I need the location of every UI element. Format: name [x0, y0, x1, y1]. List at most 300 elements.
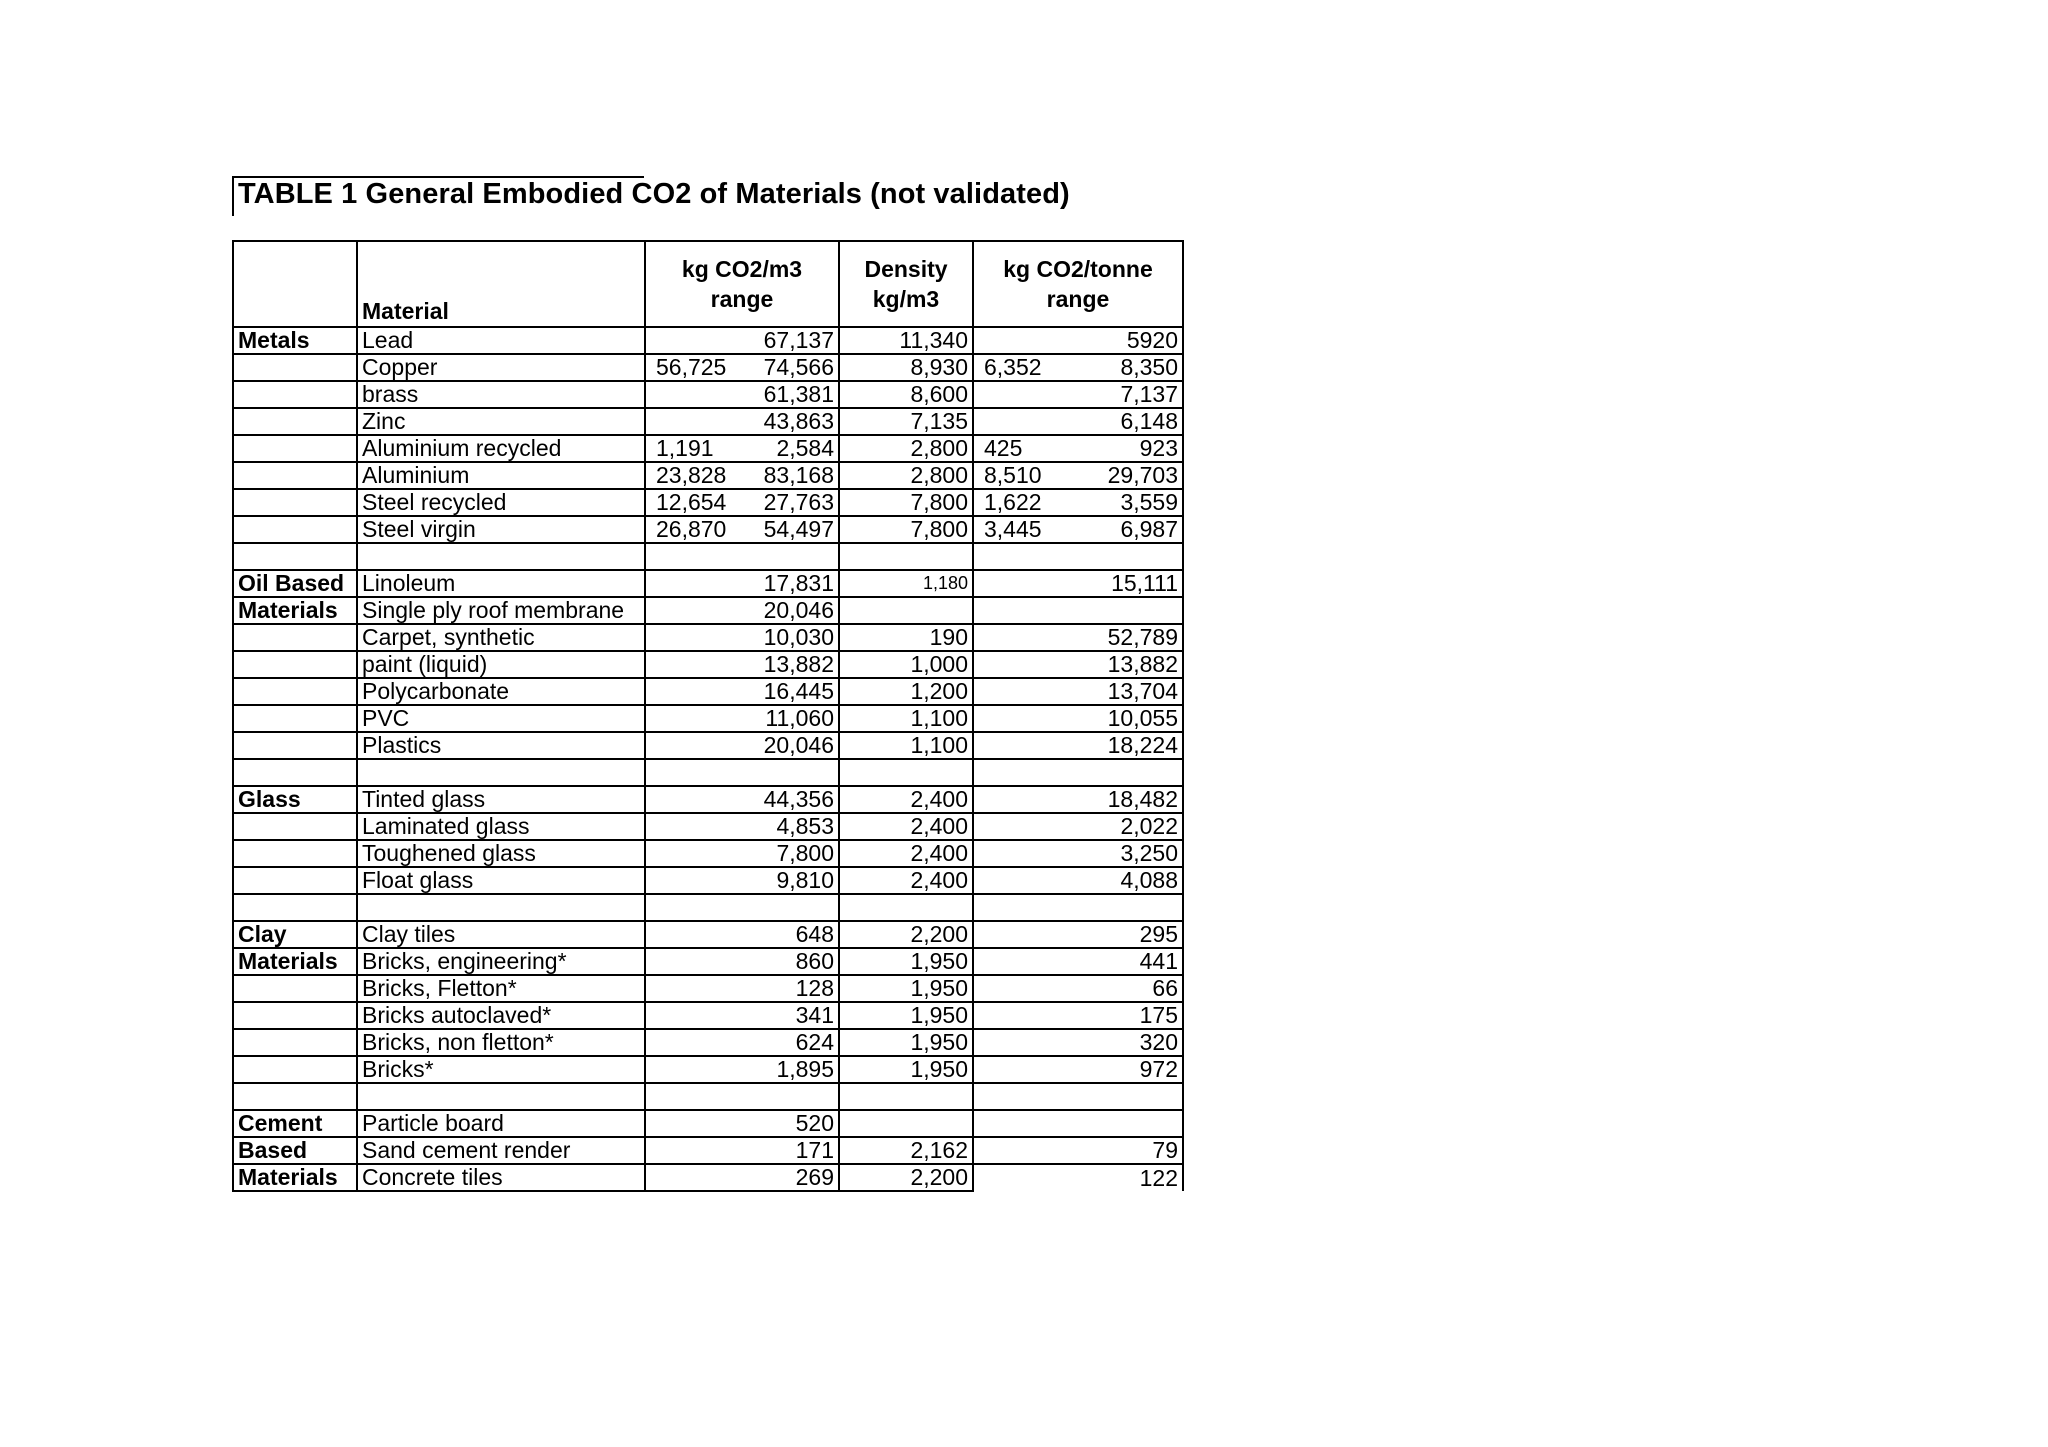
- category-cell: Materials: [233, 948, 357, 975]
- kg-co2-m3-range: [650, 409, 834, 434]
- kg-co2-tonne-high: 441: [1139, 948, 1178, 974]
- kg-co2-m3-range: [650, 679, 834, 704]
- kg-co2-m3-cell: [645, 813, 839, 840]
- table-row: [233, 921, 1183, 948]
- table-header-row: [233, 241, 1183, 327]
- table-row: [233, 570, 1183, 597]
- kg-co2-tonne-high: 7,137: [1120, 381, 1178, 407]
- kg-co2-tonne-high: 3,250: [1120, 840, 1178, 866]
- kg-co2-m3-low: [650, 652, 656, 677]
- table-row: [233, 678, 1183, 705]
- kg-co2-tonne-range: [978, 922, 1178, 947]
- kg-co2-tonne-high: 122: [1139, 1164, 1178, 1191]
- material-cell: Single ply roof membrane: [357, 597, 645, 624]
- kg-co2-tonne-cell: [973, 759, 1183, 786]
- kg-co2-tonne-range: [978, 490, 1178, 515]
- density-cell: [839, 894, 973, 921]
- density-cell: 2,400: [839, 786, 973, 813]
- kg-co2-m3-high: 171: [795, 1137, 834, 1163]
- kg-co2-tonne-range: [978, 1138, 1178, 1163]
- kg-co2-tonne-cell: [973, 624, 1183, 651]
- kg-co2-m3-cell: [645, 462, 839, 489]
- kg-co2-tonne-high: 13,882: [1107, 651, 1178, 677]
- kg-co2-tonne-high: 15,111: [1111, 570, 1178, 596]
- category-cell: Oil Based: [233, 570, 357, 597]
- kg-co2-tonne-cell: [973, 462, 1183, 489]
- kg-co2-m3-range: [650, 1003, 834, 1028]
- kg-co2-m3-cell: [645, 1056, 839, 1083]
- kg-co2-tonne-cell: [973, 651, 1183, 678]
- category-cell: [233, 1002, 357, 1029]
- density-cell: 1,180: [839, 570, 973, 597]
- kg-co2-tonne-low: [978, 679, 984, 704]
- kg-co2-tonne-cell: [973, 1164, 1183, 1191]
- kg-co2-tonne-cell: [973, 705, 1183, 732]
- table-row: [233, 894, 1183, 921]
- kg-co2-m3-low: [650, 328, 656, 353]
- kg-co2-tonne-high: 29,703: [1107, 462, 1178, 488]
- material-cell: paint (liquid): [357, 651, 645, 678]
- kg-co2-m3-high: 61,381: [763, 381, 834, 407]
- material-cell: Aluminium recycled: [357, 435, 645, 462]
- kg-co2-m3-high: 83,168: [763, 462, 834, 488]
- category-cell: [233, 408, 357, 435]
- kg-co2-m3-high: 520: [795, 1110, 834, 1136]
- category-cell: Materials: [233, 597, 357, 624]
- material-cell: Copper: [357, 354, 645, 381]
- table-row: [233, 1164, 1183, 1191]
- kg-co2-m3-high: 43,863: [763, 408, 834, 434]
- kg-co2-tonne-low: [978, 841, 984, 866]
- density-cell: [839, 597, 973, 624]
- kg-co2-m3-high: 9,810: [776, 867, 834, 893]
- kg-co2-tonne-range: [978, 787, 1178, 812]
- table-row: [233, 1056, 1183, 1083]
- material-cell: Clay tiles: [357, 921, 645, 948]
- material-cell: Bricks autoclaved*: [357, 1002, 645, 1029]
- kg-co2-tonne-cell: [973, 516, 1183, 543]
- density-cell: 1,950: [839, 1002, 973, 1029]
- density-cell: 1,200: [839, 678, 973, 705]
- kg-co2-tonne-low: [978, 625, 984, 650]
- kg-co2-tonne-low: [978, 1057, 984, 1082]
- kg-co2-m3-cell: [645, 975, 839, 1002]
- kg-co2-m3-high: 54,497: [763, 516, 834, 542]
- category-cell: [233, 1056, 357, 1083]
- kg-co2-m3-cell: [645, 732, 839, 759]
- kg-co2-tonne-high: 923: [1139, 435, 1178, 461]
- kg-co2-tonne-low: [978, 976, 984, 1001]
- density-cell: 1,100: [839, 705, 973, 732]
- kg-co2-m3-low: [650, 409, 656, 434]
- kg-co2-m3-cell: [645, 840, 839, 867]
- kg-co2-tonne-range: [978, 1057, 1178, 1082]
- kg-co2-m3-cell: [645, 1164, 839, 1191]
- kg-co2-m3-high: 16,445: [763, 678, 834, 704]
- kg-co2-m3-range: [650, 598, 834, 623]
- table-row: [233, 813, 1183, 840]
- kg-co2-tonne-cell: [973, 489, 1183, 516]
- kg-co2-tonne-cell: [973, 1002, 1183, 1029]
- category-cell: [233, 840, 357, 867]
- kg-co2-tonne-cell: [973, 570, 1183, 597]
- materials-table: [232, 240, 1184, 1192]
- table-row: [233, 408, 1183, 435]
- kg-co2-m3-range: [650, 814, 834, 839]
- category-cell: Clay: [233, 921, 357, 948]
- kg-co2-tonne-high: 52,789: [1107, 624, 1178, 650]
- kg-co2-tonne-range: [978, 1166, 1178, 1191]
- header-category-cell: [233, 241, 357, 327]
- density-cell: 7,800: [839, 489, 973, 516]
- category-cell: [233, 705, 357, 732]
- kg-co2-m3-range: [650, 1138, 834, 1163]
- header-kg-co2-m3-line2: range: [710, 286, 774, 312]
- kg-co2-m3-cell: [645, 948, 839, 975]
- category-cell: [233, 489, 357, 516]
- kg-co2-tonne-range: [978, 814, 1178, 839]
- kg-co2-tonne-cell: [973, 381, 1183, 408]
- density-cell: 7,135: [839, 408, 973, 435]
- table-row: [233, 327, 1183, 354]
- table-row: [233, 948, 1183, 975]
- category-cell: [233, 732, 357, 759]
- category-cell: [233, 651, 357, 678]
- kg-co2-tonne-low: [978, 733, 984, 758]
- kg-co2-m3-high: 20,046: [763, 597, 834, 623]
- kg-co2-m3-range: [650, 625, 834, 650]
- density-cell: 1,950: [839, 1056, 973, 1083]
- material-cell: Polycarbonate: [357, 678, 645, 705]
- category-cell: [233, 867, 357, 894]
- density-cell: 1,950: [839, 975, 973, 1002]
- material-cell: Laminated glass: [357, 813, 645, 840]
- kg-co2-tonne-low: [978, 409, 984, 434]
- kg-co2-tonne-high: 6,987: [1120, 516, 1178, 542]
- kg-co2-tonne-cell: [973, 597, 1183, 624]
- category-cell: [233, 1083, 357, 1110]
- table-row: [233, 1029, 1183, 1056]
- kg-co2-m3-cell: [645, 651, 839, 678]
- kg-co2-m3-range: [650, 436, 834, 461]
- kg-co2-m3-range: [650, 733, 834, 758]
- kg-co2-m3-high: 648: [795, 921, 834, 947]
- material-cell: brass: [357, 381, 645, 408]
- kg-co2-m3-low: [650, 1030, 656, 1055]
- density-cell: 2,200: [839, 1164, 973, 1191]
- kg-co2-m3-low: [650, 1138, 656, 1163]
- kg-co2-tonne-range: [978, 463, 1178, 488]
- kg-co2-m3-low: [650, 679, 656, 704]
- table-row: [233, 435, 1183, 462]
- kg-co2-tonne-cell: [973, 1110, 1183, 1137]
- kg-co2-tonne-cell: [973, 867, 1183, 894]
- material-cell: Linoleum: [357, 570, 645, 597]
- category-cell: [233, 381, 357, 408]
- kg-co2-m3-range: [650, 382, 834, 407]
- kg-co2-m3-cell: [645, 678, 839, 705]
- material-cell: Particle board: [357, 1110, 645, 1137]
- kg-co2-m3-cell: [645, 381, 839, 408]
- kg-co2-tonne-high: 2,022: [1120, 813, 1178, 839]
- kg-co2-tonne-low: 425: [984, 435, 1023, 461]
- kg-co2-tonne-high: 295: [1139, 921, 1178, 947]
- kg-co2-tonne-cell: [973, 840, 1183, 867]
- kg-co2-tonne-low: [978, 949, 984, 974]
- material-cell: [357, 894, 645, 921]
- kg-co2-tonne-cell: [973, 1056, 1183, 1083]
- kg-co2-m3-range: [650, 1030, 834, 1055]
- kg-co2-m3-low: 12,654: [656, 489, 727, 515]
- kg-co2-m3-cell: [645, 543, 839, 570]
- kg-co2-m3-low: [650, 976, 656, 1001]
- header-density-line2: kg/m3: [872, 286, 940, 312]
- density-cell: 1,950: [839, 948, 973, 975]
- kg-co2-tonne-low: [978, 1030, 984, 1055]
- material-cell: Bricks, engineering*: [357, 948, 645, 975]
- kg-co2-m3-low: [650, 733, 656, 758]
- kg-co2-tonne-range: [978, 841, 1178, 866]
- kg-co2-tonne-cell: [973, 354, 1183, 381]
- kg-co2-m3-high: 13,882: [763, 651, 834, 677]
- kg-co2-m3-range: [650, 571, 834, 596]
- category-cell: [233, 759, 357, 786]
- kg-co2-tonne-high: 320: [1139, 1029, 1178, 1055]
- kg-co2-m3-range: [650, 922, 834, 947]
- kg-co2-tonne-range: [978, 1030, 1178, 1055]
- kg-co2-m3-high: 341: [795, 1002, 834, 1028]
- kg-co2-m3-range: [650, 490, 834, 515]
- kg-co2-m3-high: 1,895: [776, 1056, 834, 1082]
- kg-co2-m3-cell: [645, 921, 839, 948]
- material-cell: Sand cement render: [357, 1137, 645, 1164]
- material-cell: Bricks, Fletton*: [357, 975, 645, 1002]
- kg-co2-tonne-low: [978, 1003, 984, 1028]
- kg-co2-m3-high: 44,356: [763, 786, 834, 812]
- material-cell: [357, 759, 645, 786]
- kg-co2-tonne-high: 3,559: [1120, 489, 1178, 515]
- material-cell: PVC: [357, 705, 645, 732]
- kg-co2-tonne-range: [978, 949, 1178, 974]
- kg-co2-tonne-low: [978, 328, 984, 353]
- kg-co2-tonne-range: [978, 355, 1178, 380]
- table-row: [233, 1137, 1183, 1164]
- kg-co2-tonne-cell: [973, 948, 1183, 975]
- material-cell: Float glass: [357, 867, 645, 894]
- table-row: [233, 624, 1183, 651]
- kg-co2-m3-range: [650, 1111, 834, 1136]
- kg-co2-m3-cell: [645, 597, 839, 624]
- kg-co2-m3-cell: [645, 435, 839, 462]
- kg-co2-m3-range: [650, 949, 834, 974]
- kg-co2-tonne-low: [978, 1166, 984, 1191]
- category-cell: [233, 1029, 357, 1056]
- table-row: [233, 462, 1183, 489]
- kg-co2-tonne-high: 66: [1152, 975, 1178, 1001]
- kg-co2-tonne-cell: [973, 975, 1183, 1002]
- kg-co2-m3-range: [650, 706, 834, 731]
- kg-co2-m3-low: 56,725: [656, 354, 727, 380]
- kg-co2-m3-cell: [645, 759, 839, 786]
- category-cell: [233, 678, 357, 705]
- kg-co2-m3-low: [650, 922, 656, 947]
- density-cell: [839, 1083, 973, 1110]
- kg-co2-tonne-cell: [973, 894, 1183, 921]
- kg-co2-m3-low: 23,828: [656, 462, 727, 488]
- kg-co2-m3-low: [650, 382, 656, 407]
- table-row: [233, 516, 1183, 543]
- material-cell: [357, 543, 645, 570]
- page-title: TABLE 1 General Embodied CO2 of Materials (not validated): [238, 178, 1070, 210]
- material-cell: Tinted glass: [357, 786, 645, 813]
- density-cell: 1,950: [839, 1029, 973, 1056]
- kg-co2-tonne-cell: [973, 1083, 1183, 1110]
- density-cell: 2,800: [839, 435, 973, 462]
- category-cell: Based: [233, 1137, 357, 1164]
- kg-co2-tonne-cell: [973, 543, 1183, 570]
- kg-co2-m3-cell: [645, 624, 839, 651]
- table-row: [233, 732, 1183, 759]
- kg-co2-m3-high: 20,046: [763, 732, 834, 758]
- header-material: Material: [357, 241, 645, 327]
- kg-co2-tonne-low: [978, 787, 984, 812]
- kg-co2-m3-low: [650, 868, 656, 893]
- kg-co2-tonne-low: 1,622: [984, 489, 1042, 515]
- kg-co2-tonne-high: 5920: [1126, 327, 1178, 353]
- kg-co2-tonne-range: [978, 976, 1178, 1001]
- kg-co2-m3-low: [650, 949, 656, 974]
- header-density-line1: Density: [864, 256, 948, 282]
- header-kg-co2-m3-line1: kg CO2/m3: [681, 256, 803, 282]
- kg-co2-tonne-range: [978, 625, 1178, 650]
- kg-co2-m3-range: [650, 976, 834, 1001]
- table-row: [233, 1083, 1183, 1110]
- header-kg-co2-tonne-line1: kg CO2/tonne: [1003, 256, 1153, 282]
- kg-co2-tonne-low: 6,352: [984, 354, 1042, 380]
- density-cell: 1,100: [839, 732, 973, 759]
- kg-co2-tonne-cell: [973, 327, 1183, 354]
- kg-co2-tonne-cell: [973, 813, 1183, 840]
- kg-co2-m3-high: 11,060: [765, 705, 834, 731]
- kg-co2-tonne-range: [978, 679, 1178, 704]
- kg-co2-tonne-low: [978, 571, 984, 596]
- table-row: [233, 705, 1183, 732]
- kg-co2-tonne-range: [978, 733, 1178, 758]
- kg-co2-m3-high: 10,030: [763, 624, 834, 650]
- density-cell: 2,400: [839, 813, 973, 840]
- table-row: [233, 786, 1183, 813]
- kg-co2-m3-cell: [645, 894, 839, 921]
- kg-co2-m3-cell: [645, 1110, 839, 1137]
- category-cell: [233, 462, 357, 489]
- kg-co2-m3-cell: [645, 408, 839, 435]
- material-cell: Bricks, non fletton*: [357, 1029, 645, 1056]
- kg-co2-tonne-cell: [973, 678, 1183, 705]
- kg-co2-tonne-range: [978, 868, 1178, 893]
- kg-co2-m3-high: 128: [795, 975, 834, 1001]
- kg-co2-tonne-low: [978, 814, 984, 839]
- kg-co2-m3-low: 26,870: [656, 516, 727, 542]
- kg-co2-m3-low: [650, 841, 656, 866]
- category-cell: Metals: [233, 327, 357, 354]
- table-row: [233, 381, 1183, 408]
- kg-co2-tonne-high: 10,055: [1107, 705, 1178, 731]
- kg-co2-m3-range: [650, 517, 834, 542]
- kg-co2-tonne-high: 972: [1139, 1056, 1178, 1082]
- kg-co2-m3-low: [650, 625, 656, 650]
- category-cell: Materials: [233, 1164, 357, 1191]
- density-cell: [839, 543, 973, 570]
- density-cell: [839, 759, 973, 786]
- kg-co2-m3-cell: [645, 867, 839, 894]
- density-cell: 2,800: [839, 462, 973, 489]
- material-cell: Zinc: [357, 408, 645, 435]
- kg-co2-m3-cell: [645, 327, 839, 354]
- table-row: [233, 1002, 1183, 1029]
- kg-co2-m3-cell: [645, 705, 839, 732]
- kg-co2-m3-range: [650, 463, 834, 488]
- density-cell: 7,800: [839, 516, 973, 543]
- kg-co2-tonne-cell: [973, 786, 1183, 813]
- category-cell: [233, 516, 357, 543]
- material-cell: Lead: [357, 327, 645, 354]
- kg-co2-m3-high: 74,566: [763, 354, 834, 380]
- material-cell: [357, 1083, 645, 1110]
- kg-co2-tonne-range: [978, 382, 1178, 407]
- kg-co2-m3-low: [650, 814, 656, 839]
- kg-co2-m3-high: 860: [795, 948, 834, 974]
- material-cell: Plastics: [357, 732, 645, 759]
- table-row: [233, 651, 1183, 678]
- kg-co2-tonne-cell: [973, 435, 1183, 462]
- kg-co2-m3-range: [650, 652, 834, 677]
- header-density: [839, 241, 973, 327]
- kg-co2-tonne-high: 13,704: [1107, 678, 1178, 704]
- table-row: [233, 543, 1183, 570]
- density-cell: 1,000: [839, 651, 973, 678]
- kg-co2-m3-cell: [645, 1137, 839, 1164]
- density-cell: [839, 1110, 973, 1137]
- kg-co2-tonne-range: [978, 571, 1178, 596]
- kg-co2-tonne-range: [978, 517, 1178, 542]
- kg-co2-tonne-high: 6,148: [1120, 408, 1178, 434]
- material-cell: Toughened glass: [357, 840, 645, 867]
- kg-co2-m3-range: [650, 841, 834, 866]
- kg-co2-tonne-low: 3,445: [984, 516, 1042, 542]
- density-cell: 8,930: [839, 354, 973, 381]
- kg-co2-m3-range: [650, 868, 834, 893]
- density-cell: 190: [839, 624, 973, 651]
- kg-co2-m3-high: 624: [795, 1029, 834, 1055]
- kg-co2-tonne-high: 18,224: [1107, 732, 1178, 758]
- header-kg-co2-m3: [645, 241, 839, 327]
- kg-co2-m3-cell: [645, 1029, 839, 1056]
- kg-co2-m3-range: [650, 1057, 834, 1082]
- material-cell: Carpet, synthetic: [357, 624, 645, 651]
- density-cell: 2,400: [839, 867, 973, 894]
- kg-co2-m3-low: [650, 1111, 656, 1136]
- density-cell: 8,600: [839, 381, 973, 408]
- header-kg-co2-tonne: [973, 241, 1183, 327]
- density-cell: 2,162: [839, 1137, 973, 1164]
- kg-co2-m3-cell: [645, 1083, 839, 1110]
- table-row: [233, 1110, 1183, 1137]
- material-cell: Concrete tiles: [357, 1164, 645, 1191]
- kg-co2-m3-high: 27,763: [763, 489, 834, 515]
- table-row: [233, 867, 1183, 894]
- kg-co2-tonne-high: 175: [1139, 1002, 1178, 1028]
- density-cell: 2,200: [839, 921, 973, 948]
